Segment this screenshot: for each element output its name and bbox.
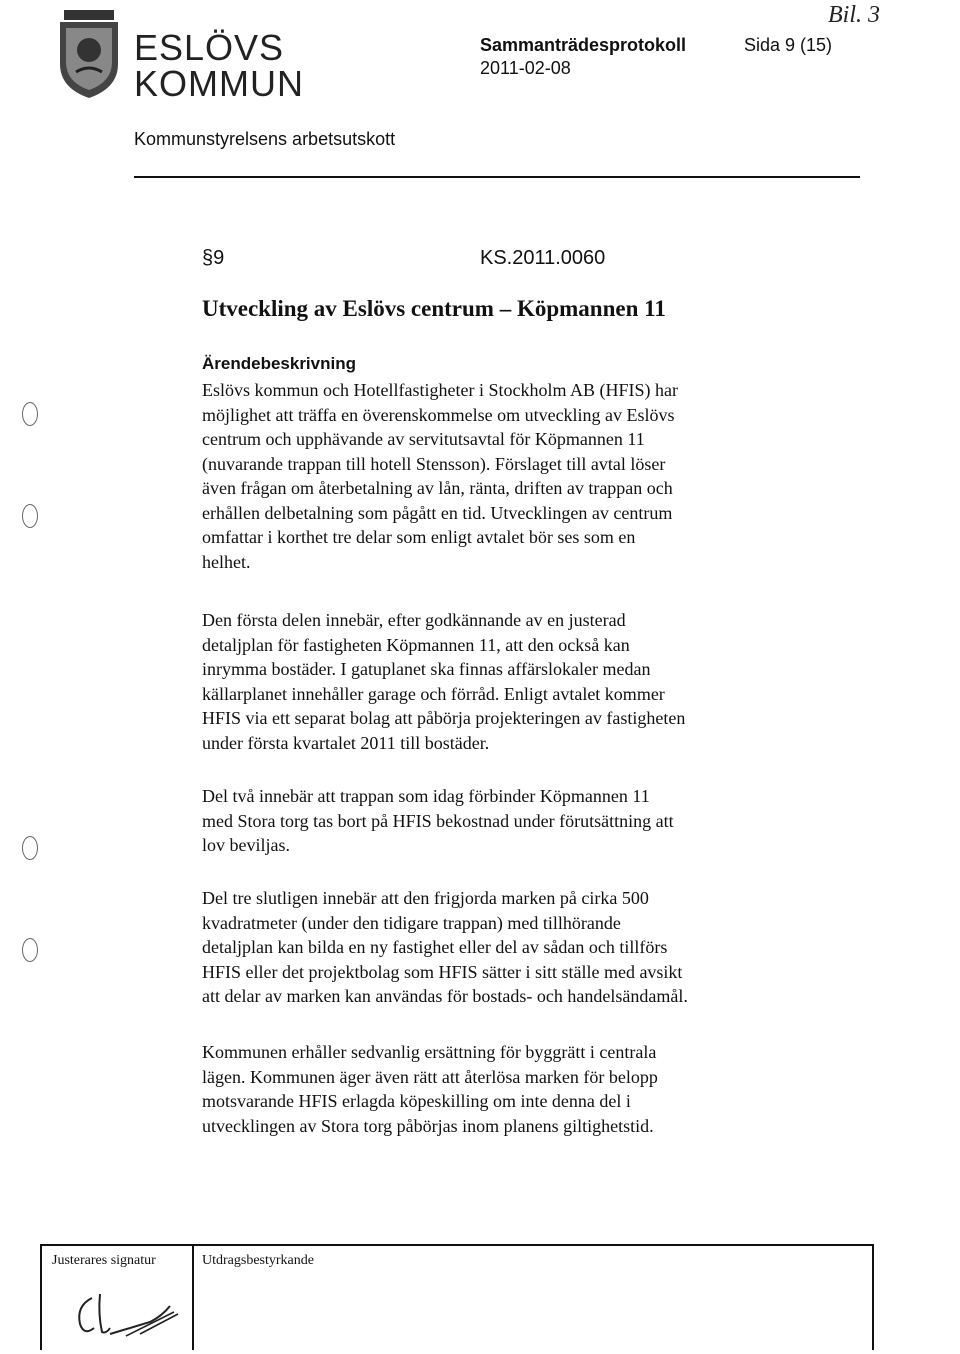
text-line: inrymma bostäder. I gatuplanet ska finnas affärslokaler medan <box>202 659 651 679</box>
text-line: omfattar i korthet tre delar som enligt avtalet bör ses som en <box>202 527 636 547</box>
text-line: Del två innebär att trappan som idag förbinder Köpmannen 11 <box>202 786 650 806</box>
header-divider <box>134 176 860 178</box>
text-line: detaljplan för fastigheten Köpmannen 11, att den också kan <box>202 634 630 655</box>
text-line: erhållen delbetalning som pågått en tid. Utvecklingen av centrum <box>202 502 673 523</box>
text-line: källarplanet innehåller garage och förråd. Enligt avtalet kommer <box>202 683 665 704</box>
handwritten-signature <box>70 1284 182 1344</box>
text-line: möjlighet att träffa en överenskommelse om utveckling av Eslövs <box>202 404 675 425</box>
meeting-date: 2011-02-08 <box>480 58 571 78</box>
text-line: Del tre slutligen innebär att den frigjorda marken på cirka 500 <box>202 888 649 908</box>
paragraph-number: §9 <box>202 247 225 269</box>
text-line: att delar av marken kan användas för bostads- och handelsändamål. <box>202 986 688 1006</box>
text-line: detaljplan kan bilda en ny fastighet eller del av sådan och tillförs <box>202 937 668 957</box>
org-name-line1: ESLÖVS <box>134 27 285 68</box>
text-line: HFIS via ett separat bolag att påbörja projekteringen av fastigheten <box>202 708 686 728</box>
paragraph-5 <box>202 1040 742 1138</box>
text-line: motsvarande HFIS erlagda köpeskilling om inte denna del i <box>202 1091 631 1111</box>
case-number: KS.2011.0060 <box>480 247 606 269</box>
document-title: Sammanträdesprotokoll <box>480 35 687 55</box>
text-line: HFIS eller det projektbolag som HFIS sätter i sitt ställe med avsikt <box>202 961 683 982</box>
text-line: även frågan om återbetalning av lån, ränta, driften av trappan och <box>202 478 673 498</box>
text-line: Eslövs kommun och Hotellfastigheter i Stockholm AB (HFIS) har <box>202 380 678 400</box>
punch-hole-icon <box>22 836 38 860</box>
text-line: under första kvartalet 2011 till bostäder. <box>202 732 490 753</box>
signature-table-divider <box>192 1244 194 1350</box>
text-line: centrum och upphävande av servitutsavtal för Köpmannen 11 <box>202 429 645 449</box>
text-line: lov beviljas. <box>202 835 290 855</box>
text-line: helhet. <box>202 551 251 572</box>
section-heading: Utveckling av Eslövs centrum – Köpmannen 11 <box>202 296 666 321</box>
paragraph-4 <box>202 886 742 1009</box>
committee-name: Kommunstyrelsens arbetsutskott <box>134 129 396 149</box>
page-number: Sida 9 (15) <box>744 35 833 55</box>
punch-hole-icon <box>22 938 38 962</box>
text-line: (nuvarande trappan till hotell Stensson). Förslaget till avtal löser <box>202 453 666 474</box>
punch-hole-icon <box>22 504 38 528</box>
text-line: Kommunen erhåller sedvanlig ersättning för byggrätt i centrala <box>202 1042 657 1062</box>
text-line: lägen. Kommunen äger även rätt att återlösa marken för belopp <box>202 1066 658 1087</box>
org-name-line2: KOMMUN <box>134 63 304 104</box>
punch-hole-icon <box>22 402 38 426</box>
municipal-crest-icon <box>58 10 120 98</box>
text-line: kvadratmeter (under den tidigare trappan) med tillhörande <box>202 912 621 933</box>
signature-label: Justerares signatur <box>52 1253 156 1268</box>
text-line: utvecklingen av Stora torg påbörjas inom planens giltighetstid. <box>202 1115 654 1136</box>
section-subheading: Ärendebeskrivning <box>202 354 356 373</box>
paragraph-3 <box>202 784 742 858</box>
extract-certification-label: Utdragsbestyrkande <box>202 1253 314 1268</box>
paragraph-2 <box>202 608 742 755</box>
paragraph-1 <box>202 378 742 574</box>
text-line: med Stora torg tas bort på HFIS bekostnad under förutsättning att <box>202 810 674 831</box>
handwritten-annotation: Bil. 3 <box>828 2 880 28</box>
text-line: Den första delen innebär, efter godkännande av en justerad <box>202 610 626 630</box>
